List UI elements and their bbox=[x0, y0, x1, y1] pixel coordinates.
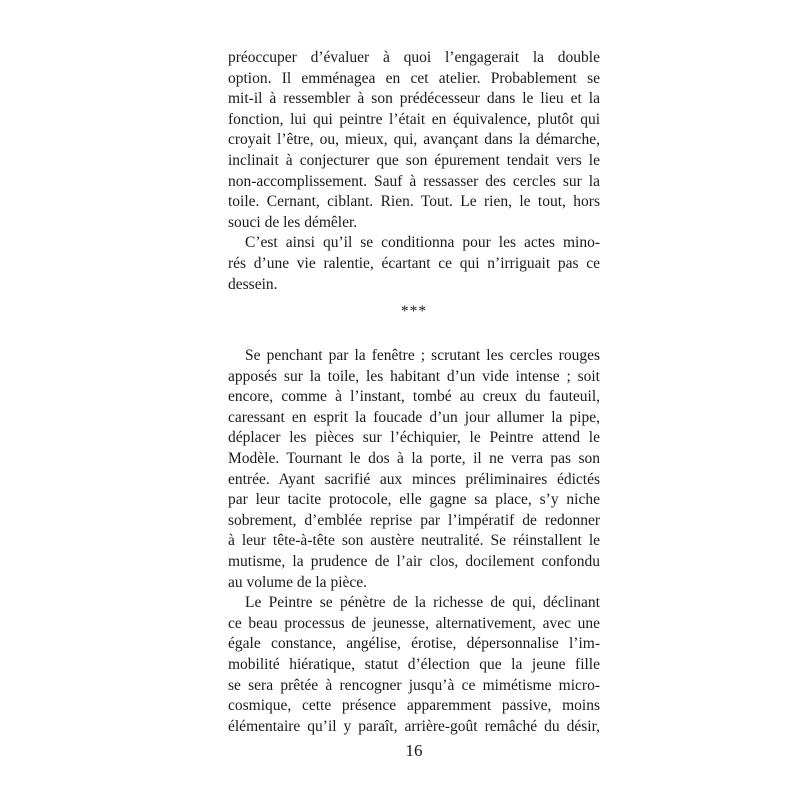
text-line: sobrement, d’emblée reprise par l’impératif de redonner bbox=[228, 511, 600, 529]
text-line: élémentaire qu’il y paraît, arrière-goût remâché du désir, bbox=[228, 717, 600, 735]
text-line: apposés sur la toile, les habitant d’un vide intense ; soit bbox=[228, 367, 600, 385]
text-line: entrée. Ayant sacrifié aux minces préliminaires édictés bbox=[228, 470, 600, 488]
text-line-paragraph-start: Se penchant par la fenêtre ; scrutant les cercles rouges bbox=[245, 347, 600, 364]
text-line: mobilité hiératique, statut d’élection que la jeune fille bbox=[228, 655, 600, 673]
text-line: option. Il emménagea en cet atelier. Probablement se bbox=[228, 69, 600, 87]
text-line: fonction, lui qui peintre l’était en équivalence, plutôt qui bbox=[228, 110, 600, 128]
text-line-paragraph-start: C’est ainsi qu’il se conditionna pour les actes mino- bbox=[245, 234, 600, 252]
text-line: ce beau processus de jeunesse, alternativement, avec une bbox=[228, 614, 600, 632]
text-line: mutisme, la prudence de l’air clos, docilement confondu bbox=[228, 552, 600, 570]
text-section-1 bbox=[228, 48, 600, 295]
text-line: croyait l’être, ou, mieux, qui, avançant dans la démarche, bbox=[228, 131, 600, 149]
section-separator: *** bbox=[400, 303, 428, 320]
text-line: rés d’une vie ralentie, écartant ce qui n’irriguait pas ce bbox=[228, 254, 600, 272]
text-line: inclinait à conjecturer que son épurement tendait vers le bbox=[228, 151, 600, 169]
text-line: au volume de la pièce. bbox=[228, 573, 368, 591]
text-line: souci de les démêler. bbox=[228, 213, 358, 231]
text-line: déplacer les pièces sur l’échiquier, le Peintre attend le bbox=[228, 429, 600, 447]
text-line: caressant en esprit la foucade d’un jour allumer la pipe, bbox=[228, 408, 600, 426]
text-line: cosmique, cette présence apparemment passive, moins bbox=[228, 697, 600, 715]
text-line: égale constance, angélise, érotise, dépersonnalise l’im- bbox=[228, 635, 600, 653]
text-section-2 bbox=[228, 346, 600, 737]
text-line: encore, comme à l’instant, tombé au creux du fauteuil, bbox=[228, 388, 600, 406]
text-line: toile. Cernant, ciblant. Rien. Tout. Le rien, le tout, hors bbox=[228, 193, 600, 211]
text-line: non-accomplissement. Sauf à ressasser des cercles sur la bbox=[228, 172, 600, 190]
text-line: se sera prêtée à rencogner jusqu’à ce mimétisme micro- bbox=[228, 676, 600, 694]
text-line: par leur tacite protocole, elle gagne sa place, s’y niche bbox=[228, 491, 600, 509]
text-line: dessein. bbox=[228, 275, 278, 293]
text-line: mit-il à ressembler à son prédécesseur dans le lieu et la bbox=[228, 90, 600, 108]
page-number: 16 bbox=[405, 741, 423, 760]
text-line-paragraph-start: Le Peintre se pénètre de la richesse de qui, déclinant bbox=[245, 594, 600, 612]
text-line: à leur tête-à-tête son austère neutralité. Se réinstallent le bbox=[228, 532, 600, 550]
text-line: préoccuper d’évaluer à quoi l’engagerait la double bbox=[228, 49, 600, 66]
text-line: Modèle. Tournant le dos à la porte, il ne verra pas son bbox=[228, 449, 600, 467]
